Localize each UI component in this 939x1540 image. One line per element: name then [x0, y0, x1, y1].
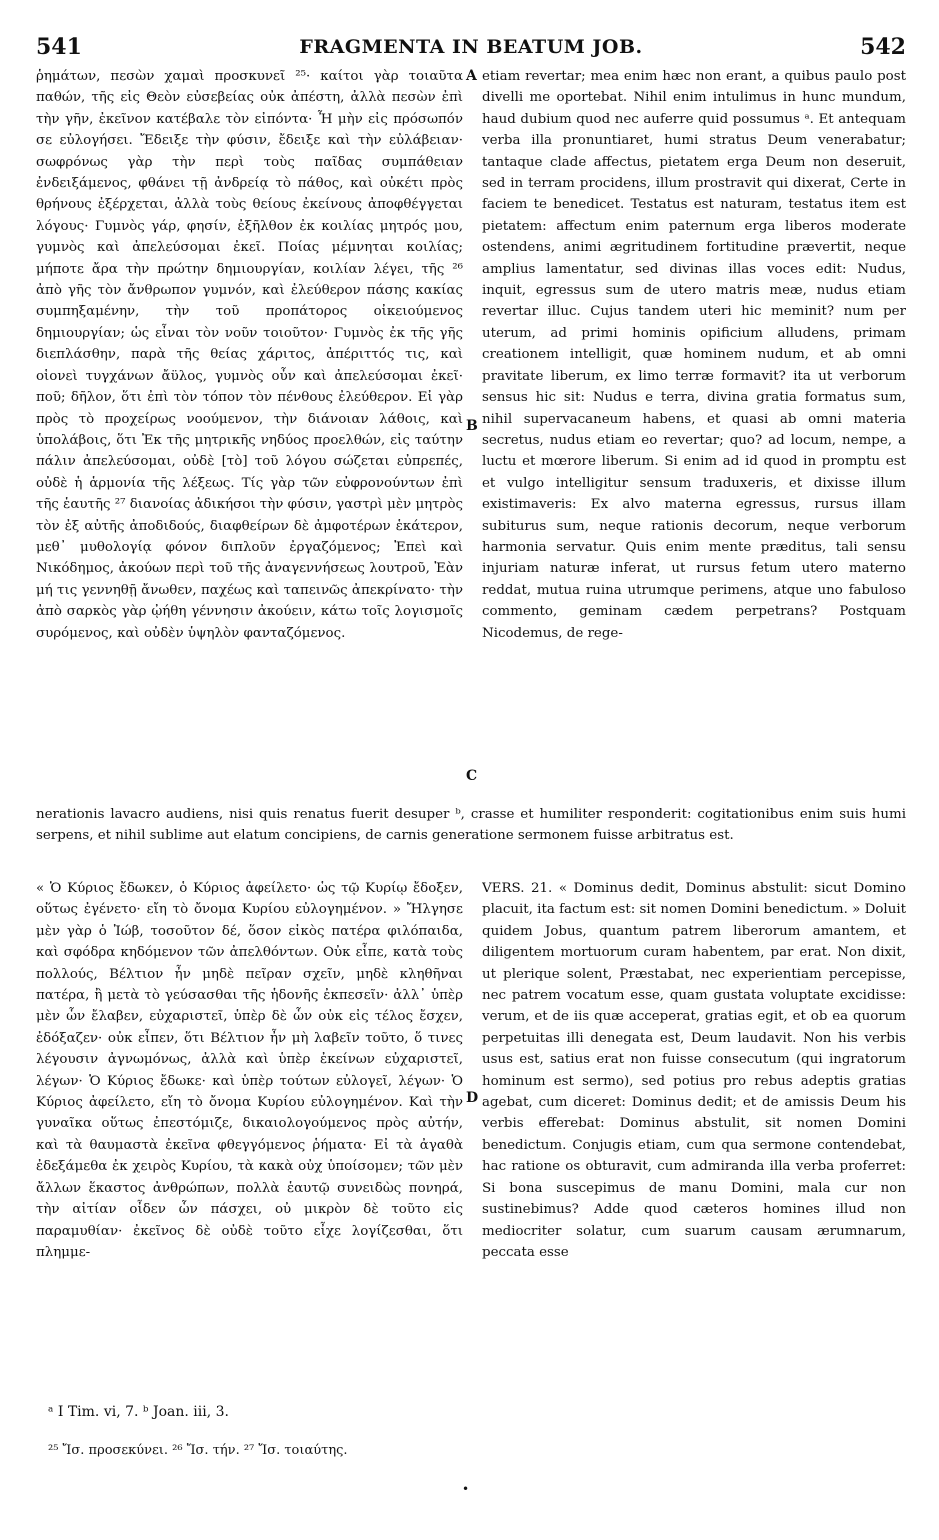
page-number-right: 542: [860, 34, 906, 60]
section-marker-d: D: [466, 1090, 479, 1106]
footnote-latin: ᵃ I Tim. vi, 7. ᵇ Joan. iii, 3.: [48, 1404, 229, 1420]
footnote-greek: ²⁵ Ἴσ. προσεκύνει. ²⁶ Ἴσ. τήν. ²⁷ Ἴσ. τοιαύτης.: [48, 1443, 348, 1458]
section-marker-a: A: [466, 68, 477, 84]
printer-mark: •: [462, 1482, 470, 1496]
section-marker-c: C: [466, 768, 478, 784]
running-header: [36, 34, 906, 58]
latin-span-text: nerationis lavacro audiens, nisi quis renatus fuerit desuper ᵇ, crasse et humiliter responderit: cogitationibus enim suis humi serpens, et nihil sublime aut elatum concipiens, de carnis generatione sermonem fuisse arbitratus est.: [36, 807, 906, 844]
page-number-left: 541: [36, 34, 82, 60]
latin-column-bottom: [482, 878, 906, 1402]
latin-column-top: [482, 66, 906, 804]
greek-text-block-2: « Ὁ Κύριος ἔδωκεν, ὁ Κύριος ἀφείλετο· ὡς τῷ Κυρίῳ ἔδοξεν, οὕτως ἐγένετο· εἴη τὸ ὄνομα Κυρίου εὐλογημένον. » Ἤλγησε μὲν γὰρ ὁ Ἰώβ, τοσοῦτον δέ, ὅσον εἰκὸς πατέρα φιλόπαιδα, καὶ σφόδρα κηδόμενον τῶν ἀπελθόντων. Οὐκ εἶπε, κατὰ τοὺς πολλούς, Βέλτιον ἦν μηδὲ πεῖραν σχεῖν, μηδὲ κληθῆναι πατέρα, ἢ μετὰ τὸ γεύσασθαι τῆς ἡδονῆς ἐκπεσεῖν· ἀλλ᾽ ὑπὲρ μὲν ὧν ἔλαβεν, εὐχαριστεῖ, ὑπὲρ δὲ ὧν οὐκ εἰς τέλος ἔσχεν, ἐδόξαζεν· οὐκ εἶπεν, ὅτι Βέλτιον ἦν μὴ λαβεῖν τοῦτο, ὅ τινες λέγουσιν ἀγνωμόνως, ἀλλὰ καὶ ὑπὲρ ἐκείνων εὐχαριστεῖ, λέγων· Ὁ Κύριος ἔδωκε· καὶ ὑπὲρ τούτων εὐλογεῖ, λέγων· Ὁ Κύριος ἀφείλετο, εἴη τὸ ὄνομα Κυρίου εὐλογημένον. Καὶ τὴν γυναῖκα οὕτως ἐπεστόμιζε, δικαιολογούμενος πρὸς αὐτήν, καὶ τὰ θαυμαστὰ ἐκεῖνα φθεγγόμενος ῥήματα· Εἰ τὰ ἀγαθὰ ἐδεξάμεθα ἐκ χειρὸς Κυρίου, τὰ κακὰ οὐχ ὑποίσομεν; τῶν μὲν ἄλλων ἕκαστος ἀνθρώπων, πολλὰ ἑαυτῷ συνειδὼς πονηρά, τὴν αἰτίαν οἶδεν ὧν πάσχει, οὐ μικρὸν δὲ τοῦτο εἰς παραμυθίαν· ἐκεῖνος δὲ οὐδὲ τοῦτο εἶχε λογίζεσθαι, ὅτι πλημμε-: [36, 881, 463, 1260]
latin-text-block-2: VERS. 21. « Dominus dedit, Dominus abstulit: sicut Domino placuit, ita factum est: sit nomen Domini benedictum. » Doluit quidem Jobus, quantum patrem liberorum amantem, et diligentem mortuorum curam habentem, par erat. Non dixit, ut plerique solent, Præstabat, nec experientiam percepisse, nec patrem vocatum esse, quam gustata voluptate excidisse: verum, et de iis quæ acceperat, gratias egit, et ob ea quorum perpetuitas illi denegata est, Deum laudavit. Non his verbis usus est, satius erat non fuisse consecutum (qui ingratorum hominum est sermo), sed potius pro rebus adeptis gratias agebat, cum diceret: Dominus dedit; et de amissis Deum his verbis efferebat: Dominus abstulit, sit nomen Domini benedictum. Conjugis etiam, cum qua sermone contendebat, hac ratione os obturavit, cum admiranda illa verba proferret: Si bona suscepimus de manu Domini, mala cur non sustinebimus? Adde quod cæteros homines illud non mediocriter solatur, cum suarum causam ærumnarum, peccata esse: [482, 881, 906, 1260]
page-title: FRAGMENTA IN BEATUM JOB.: [299, 36, 643, 58]
section-marker-b: B: [466, 418, 478, 434]
greek-column-bottom: [36, 878, 463, 1402]
latin-text-block-1: etiam revertar; mea enim hæc non erant, a quibus paulo post divelli me oportebat. Nihil enim intulimus in hunc mundum, haud dubium quod nec auferre quid possumus ᵃ. Et antequam verba illa pronuntiaret, humi stratus Deum venerabatur; tantaque clade affectus, pietatem erga Deum non deseruit, sed in terram procidens, illum prostravit qui dixerat, Certe in faciem te benedicet. Testatus est naturam, testatus item est pietatem: affectum enim paternum erga liberos moderate ostendens, animi ægritudinem fortitudine prævertit, neque amplius lamentatur, sed divinas illas voces edit: Nudus, inquit, egressus sum de utero matris meæ, nudus etiam revertar illuc. Cujus tandem uteri hic meminit? num per uterum, ad primi hominis opificium alludens, primam creationem intelligit, quæ hominem nudum, et ab omni pravitate liberum, ex limo terræ formavit? ita ut verborum sensus hic sit: Nudus e terra, divina gratia formatus sum, nihil supervacaneum habens, et quasi ab omni materia secretus, nudus etiam eo revertar; quo? ad locum, nempe, a luctu et mœrore liberum. Si enim ad id quod in promptu est et vulgo intelligitur sensum traduxeris, et dixisse illum existimaveris: Ex alvo materna egressus, rursus illam subiturus sum, neque rationis decorum, neque verborum harmonia servatur. Quis enim mente præditus, tali sensu injuriam naturæ inferat, ut rursus fetum utero materno reddat, mutua ruina utrumque perimens, atque uno fabuloso commento, geminam cædem perpetrans? Postquam Nicodemus, de rege-: [482, 69, 906, 641]
greek-column-top: [36, 66, 463, 804]
greek-text-block-1: ῥημάτων, πεσὼν χαμαὶ προσκυνεῖ ²⁵· καίτοι γὰρ τοιαῦτα παθών, τῆς εἰς Θεὸν εὐσεβείας οὐκ ἀπέστη, ἀλλὰ πεσὼν ἐπὶ τὴν γῆν, ἐκεῖνον κατέβαλε τὸν εἰπόντα· Ἦ μὴν εἰς πρόσωπόν σε εὐλογήσει. Ἔδειξε τὴν φύσιν, ἔδειξε καὶ τὴν εὐλάβειαν· σωφρόνως γὰρ τὴν περὶ τοὺς παῖδας συμπάθειαν ἐνδειξάμενος, φθάνει τῇ ἀνδρείᾳ τὸ πάθος, καὶ οὐκέτι πρὸς θρήνους ἐξέρχεται, ἀλλὰ τοὺς θείους ἐκείνους ἀποφθέγγεται λόγους· Γυμνὸς γάρ, φησίν, ἐξῆλθον ἐκ κοιλίας μητρός μου, γυμνὸς καὶ ἀπελεύσομαι ἐκεῖ. Ποίας μέμνηται κοιλίας; μήποτε ἄρα τὴν πρώτην δημιουργίαν, κοιλίαν λέγει, τῆς ²⁶ ἀπὸ γῆς τὸν ἄνθρωπον γυμνόν, καὶ ἐλεύθερον πάσης κακίας συμπηξαμένην, τὴν τοῦ προπάτορος οἰκειούμενος δημιουργίαν; ὡς εἶναι τὸν νοῦν τοιοῦτον· Γυμνὸς ἐκ τῆς γῆς διεπλάσθην, παρὰ τῆς θείας χάριτος, ἀπέριττός τις, καὶ οἱονεὶ τυγχάνων ἄϋλος, γυμνὸς οὖν καὶ ἀπελεύσομαι ἐκεῖ· ποῦ; δῆλον, ὅτι ἐπὶ τὸν τόπον τὸν πένθους ἐλεύθερον. Εἰ γὰρ πρὸς τὸ προχείρως νοούμενον, τὴν διάνοιαν λάθοις, καὶ ὑπολάβοις, ὅτι Ἐκ τῆς μητρικῆς νηδύος προελθών, εἰς ταύτην πάλιν ἀπελεύσομαι, οὐδὲ [τὸ] τοῦ λόγου σώζεται εὐπρεπές, οὐδὲ ἡ ἁρμονία τῆς λέξεως. Τίς γὰρ τῶν εὐφρονούντων ἐπὶ τῆς ἑαυτῆς ²⁷ διανοίας ἀδικήσοι τὴν φύσιν, γαστρὶ μὲν μητρὸς τὸν ἐξ αὐτῆς ἀποδιδούς, διαφθείρων δὲ ἀμφοτέρων ἑκάτερον, μεθ᾽ μυθολογίᾳ φόνον διπλοῦν ἐργαζόμενος; Ἐπεὶ καὶ Νικόδημος, ἀκούων περὶ τοῦ τῆς ἀναγεννήσεως λουτροῦ, Ἐὰν μή τις γεννηθῇ ἄνωθεν, παχέως καὶ ταπεινῶς ἀπεκρίνατο· τὴν ἀπὸ σαρκὸς γὰρ ᾠήθη γέννησιν ἀκούειν, κάτω τοῖς λογισμοῖς συρόμενος, καὶ οὐδὲν ὑψηλὸν φανταζόμενος.: [36, 69, 463, 641]
latin-spanning-paragraph: [36, 804, 906, 870]
